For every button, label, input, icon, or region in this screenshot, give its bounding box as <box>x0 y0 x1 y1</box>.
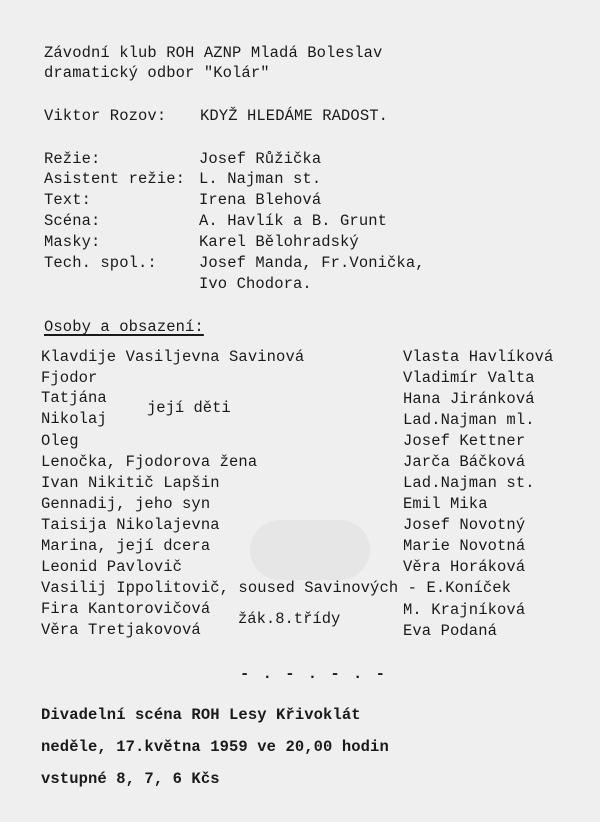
cast-actor: Josef Novotný <box>403 516 526 534</box>
cast-character: Lenočka, Fjodorova žena <box>41 453 258 471</box>
cast-character: Marina, její dcera <box>41 537 211 555</box>
crew-person: L. Najman st. <box>199 170 322 188</box>
cast-actor: Eva Podaná <box>403 622 498 640</box>
crew-role: Scéna: <box>44 212 101 230</box>
cast-character: Fira Kantorovičová <box>41 600 211 618</box>
cast-character: Ivan Nikitič Lapšin <box>41 474 220 492</box>
cast-actor: Jarča Báčková <box>403 453 526 471</box>
crew-role: Režie: <box>44 150 101 168</box>
cast-character: Taisija Nikolajevna <box>41 516 220 534</box>
cast-character: Klavdije Vasiljevna Savinová <box>41 348 305 366</box>
cast-actor: M. Krajníková <box>403 601 526 619</box>
crew-role: Asistent režie: <box>44 170 186 188</box>
crew-person: Irena Blehová <box>199 191 322 209</box>
bleed-through-smudge <box>250 520 370 580</box>
pupils-note: žák.8.třídy <box>238 610 341 628</box>
club-name: Závodní klub ROH AZNP Mladá Boleslav <box>44 44 383 62</box>
drama-section: dramatický odbor "Kolár" <box>44 64 270 82</box>
play-author: Viktor Rozov: <box>44 107 167 125</box>
section-divider: - . - . - . - <box>240 665 387 683</box>
crew-role: Text: <box>44 191 92 209</box>
crew-person: Josef Manda, Fr.Vonička, <box>199 254 425 272</box>
cast-character: Leonid Pavlovič <box>41 558 183 576</box>
cast-actor: Vladimír Valta <box>403 369 535 387</box>
play-title: KDYŽ HLEDÁME RADOST. <box>200 107 389 125</box>
cast-actor: Josef Kettner <box>403 432 526 450</box>
cast-neighbor-line: Vasilij Ippolitovič, soused Savinových - E.Koníček <box>41 579 512 597</box>
cast-character: Fjodor <box>41 369 98 387</box>
cast-character: Gennadij, jeho syn <box>41 495 211 513</box>
cast-heading: Osoby a obsazení: <box>44 318 204 336</box>
cast-actor: Věra Horáková <box>403 558 526 576</box>
cast-actor: Lad.Najman ml. <box>403 411 535 429</box>
cast-character: Oleg <box>41 432 79 450</box>
crew-person: A. Havlík a B. Grunt <box>199 212 388 230</box>
venue: Divadelní scéna ROH Lesy Křivoklát <box>41 706 361 724</box>
crew-role: Tech. spol.: <box>44 254 157 272</box>
admission-price: vstupné 8, 7, 6 Kčs <box>41 770 220 788</box>
cast-actor: Vlasta Havlíková <box>403 348 554 366</box>
crew-person: Karel Bělohradský <box>199 233 359 251</box>
cast-character: Nikolaj <box>41 410 107 428</box>
cast-character: Věra Tretjakovová <box>41 621 201 639</box>
cast-actor: Emil Mika <box>403 495 488 513</box>
crew-person-continuation: Ivo Chodora. <box>199 275 312 293</box>
crew-person: Josef Růžička <box>199 150 322 168</box>
cast-actor: Marie Novotná <box>403 537 526 555</box>
cast-character: Tatjána <box>41 389 107 407</box>
children-note: její děti <box>147 399 231 417</box>
cast-actor: Lad.Najman st. <box>403 474 535 492</box>
crew-role: Masky: <box>44 233 101 251</box>
performance-date: neděle, 17.května 1959 ve 20,00 hodin <box>41 738 389 756</box>
cast-actor: Hana Jiránková <box>403 390 535 408</box>
